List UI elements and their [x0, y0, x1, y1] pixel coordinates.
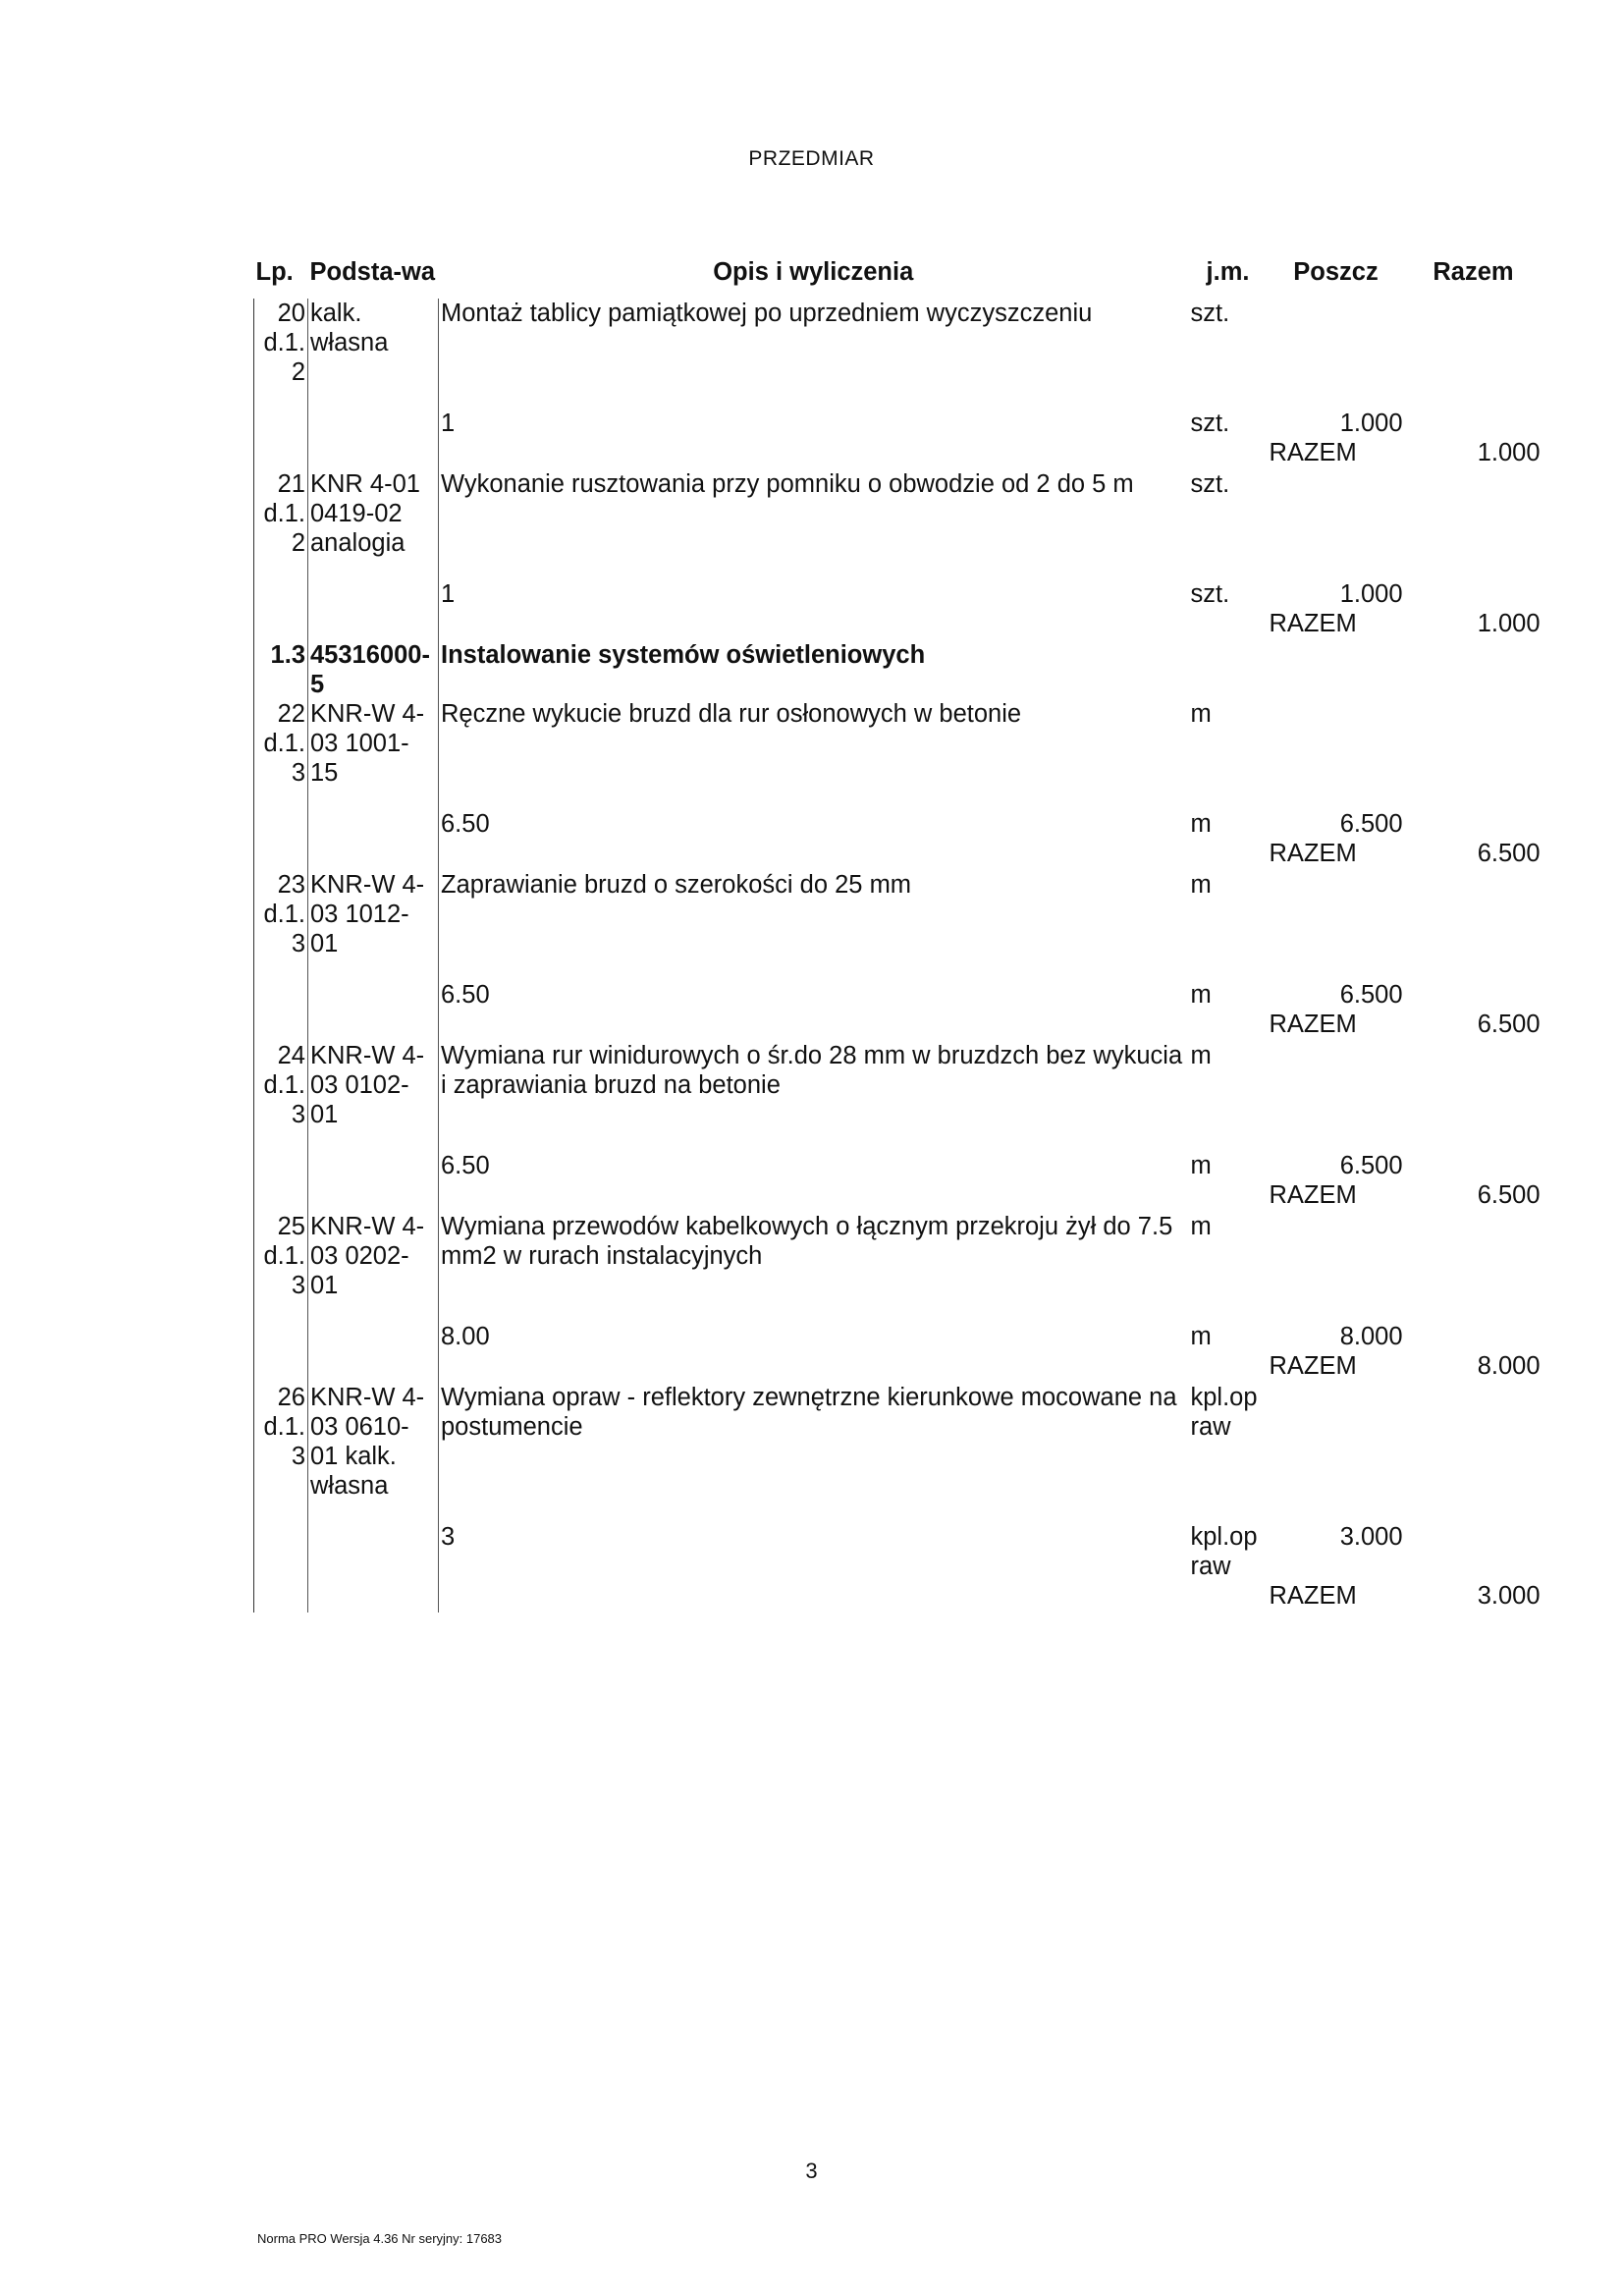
header-podstawa: Podsta-wa: [309, 258, 436, 286]
razem-row: [254, 438, 1542, 469]
table-row: [254, 1212, 1542, 1300]
calc-value: 8.00: [441, 1323, 490, 1350]
poszcz-value: 1.000: [1339, 410, 1403, 437]
calc-unit: szt.: [1190, 410, 1230, 437]
razem-value: 6.500: [1477, 1011, 1541, 1038]
table-header-row: [254, 257, 1542, 299]
table-body: [254, 299, 1542, 1613]
calc-value: 6.50: [441, 1152, 490, 1179]
section-row: [254, 640, 1542, 699]
position-podstawa: KNR-W 4-03 1001-15: [308, 699, 439, 788]
calc-value: 6.50: [441, 810, 490, 838]
footer-software-note: Norma PRO Wersja 4.36 Nr seryjny: 17683: [257, 2231, 503, 2246]
calc-value: 3: [441, 1523, 456, 1551]
position-unit: szt.: [1190, 300, 1230, 327]
calc-unit: m: [1190, 810, 1212, 838]
section-title: Instalowanie systemów oświetleniowych: [441, 641, 926, 669]
poszcz-value: 8.000: [1339, 1323, 1403, 1350]
calc-unit: m: [1190, 1323, 1212, 1350]
position-unit: m: [1190, 1042, 1212, 1069]
position-description: Zaprawianie bruzd o szerokości do 25 mm: [441, 871, 912, 899]
position-description: Montaż tablicy pamiątkowej po uprzedniem wyczyszczeniu: [441, 300, 1093, 327]
calc-unit: szt.: [1190, 580, 1230, 608]
position-podstawa: KNR 4-01 0419-02 analogia: [308, 469, 439, 558]
position-description: Ręczne wykucie bruzd dla rur osłonowych w betonie: [441, 700, 1022, 728]
razem-value: 6.500: [1477, 840, 1541, 867]
calc-row: [254, 788, 1542, 839]
razem-value: 6.500: [1477, 1181, 1541, 1209]
razem-label: RAZEM: [1269, 439, 1357, 466]
poszcz-value: 6.500: [1339, 810, 1403, 838]
position-lp: 23 d.1. 3: [254, 870, 308, 958]
calc-row: [254, 558, 1542, 609]
razem-label: RAZEM: [1269, 610, 1357, 637]
razem-label: RAZEM: [1269, 1181, 1357, 1209]
table-row: [254, 1041, 1542, 1129]
poszcz-value: 6.500: [1339, 1152, 1403, 1179]
calc-unit: m: [1190, 1152, 1212, 1179]
razem-row: [254, 1581, 1542, 1613]
position-unit: m: [1190, 871, 1212, 899]
position-lp: 24 d.1. 3: [254, 1041, 308, 1129]
position-unit: m: [1190, 700, 1212, 728]
calc-value: 1: [441, 580, 456, 608]
section-lp: 1.3: [254, 640, 308, 699]
razem-value: 1.000: [1477, 610, 1541, 637]
table-row: [254, 469, 1542, 558]
razem-value: 8.000: [1477, 1352, 1541, 1380]
poszcz-value: 1.000: [1339, 580, 1403, 608]
calc-value: 6.50: [441, 981, 490, 1009]
header-lp: Lp.: [255, 258, 294, 286]
razem-label: RAZEM: [1269, 840, 1357, 867]
razem-row: [254, 1180, 1542, 1212]
calc-row: [254, 958, 1542, 1010]
header-razem: Razem: [1433, 258, 1514, 286]
header-opis: Opis i wyliczenia: [713, 258, 914, 286]
table-row: [254, 699, 1542, 788]
poszcz-value: 3.000: [1339, 1523, 1403, 1551]
position-description: Wymiana przewodów kabelkowych o łącznym przekroju żył do 7.5 mm2 w rurach instalacyjnych: [441, 1213, 1173, 1270]
poszcz-value: 6.500: [1339, 981, 1403, 1009]
table-row: [254, 1383, 1542, 1501]
razem-label: RAZEM: [1269, 1582, 1357, 1610]
razem-row: [254, 1010, 1542, 1041]
position-podstawa: kalk. własna: [308, 299, 439, 387]
header-jm: j.m.: [1206, 258, 1250, 286]
razem-value: 1.000: [1477, 439, 1541, 466]
position-lp: 26 d.1. 3: [254, 1383, 308, 1501]
table-row: [254, 299, 1542, 387]
calc-row: [254, 1501, 1542, 1581]
calc-unit: m: [1190, 981, 1212, 1009]
position-unit: kpl.op raw: [1190, 1384, 1258, 1441]
position-lp: 22 d.1. 3: [254, 699, 308, 788]
razem-value: 3.000: [1477, 1582, 1541, 1610]
razem-row: [254, 609, 1542, 640]
razem-label: RAZEM: [1269, 1352, 1357, 1380]
position-lp: 20 d.1. 2: [254, 299, 308, 387]
przedmiar-table: [253, 257, 1542, 1613]
razem-row: [254, 839, 1542, 870]
calc-row: [254, 387, 1542, 438]
page-title: PRZEDMIAR: [748, 147, 875, 170]
position-description: Wymiana rur winidurowych o śr.do 28 mm w bruzdzch bez wykucia i zaprawiania bruzd na betonie: [441, 1042, 1183, 1099]
table-row: [254, 870, 1542, 958]
position-unit: m: [1190, 1213, 1212, 1240]
calc-value: 1: [441, 410, 456, 437]
calc-row: [254, 1300, 1542, 1351]
razem-label: RAZEM: [1269, 1011, 1357, 1038]
position-podstawa: KNR-W 4-03 0202-01: [308, 1212, 439, 1300]
position-podstawa: KNR-W 4-03 0102-01: [308, 1041, 439, 1129]
page-number: 3: [805, 2159, 818, 2183]
position-lp: 25 d.1. 3: [254, 1212, 308, 1300]
position-description: Wymiana opraw - reflektory zewnętrzne kierunkowe mocowane na postumencie: [441, 1384, 1177, 1441]
calc-unit: kpl.op raw: [1190, 1523, 1258, 1580]
position-unit: szt.: [1190, 470, 1230, 498]
section-code: 45316000-5: [308, 640, 439, 699]
position-description: Wykonanie rusztowania przy pomniku o obwodzie od 2 do 5 m: [441, 470, 1134, 498]
position-podstawa: KNR-W 4-03 0610-01 kalk. własna: [308, 1383, 439, 1501]
header-poszcz: Poszcz: [1293, 258, 1379, 286]
position-podstawa: KNR-W 4-03 1012-01: [308, 870, 439, 958]
calc-row: [254, 1129, 1542, 1180]
razem-row: [254, 1351, 1542, 1383]
position-lp: 21 d.1. 2: [254, 469, 308, 558]
